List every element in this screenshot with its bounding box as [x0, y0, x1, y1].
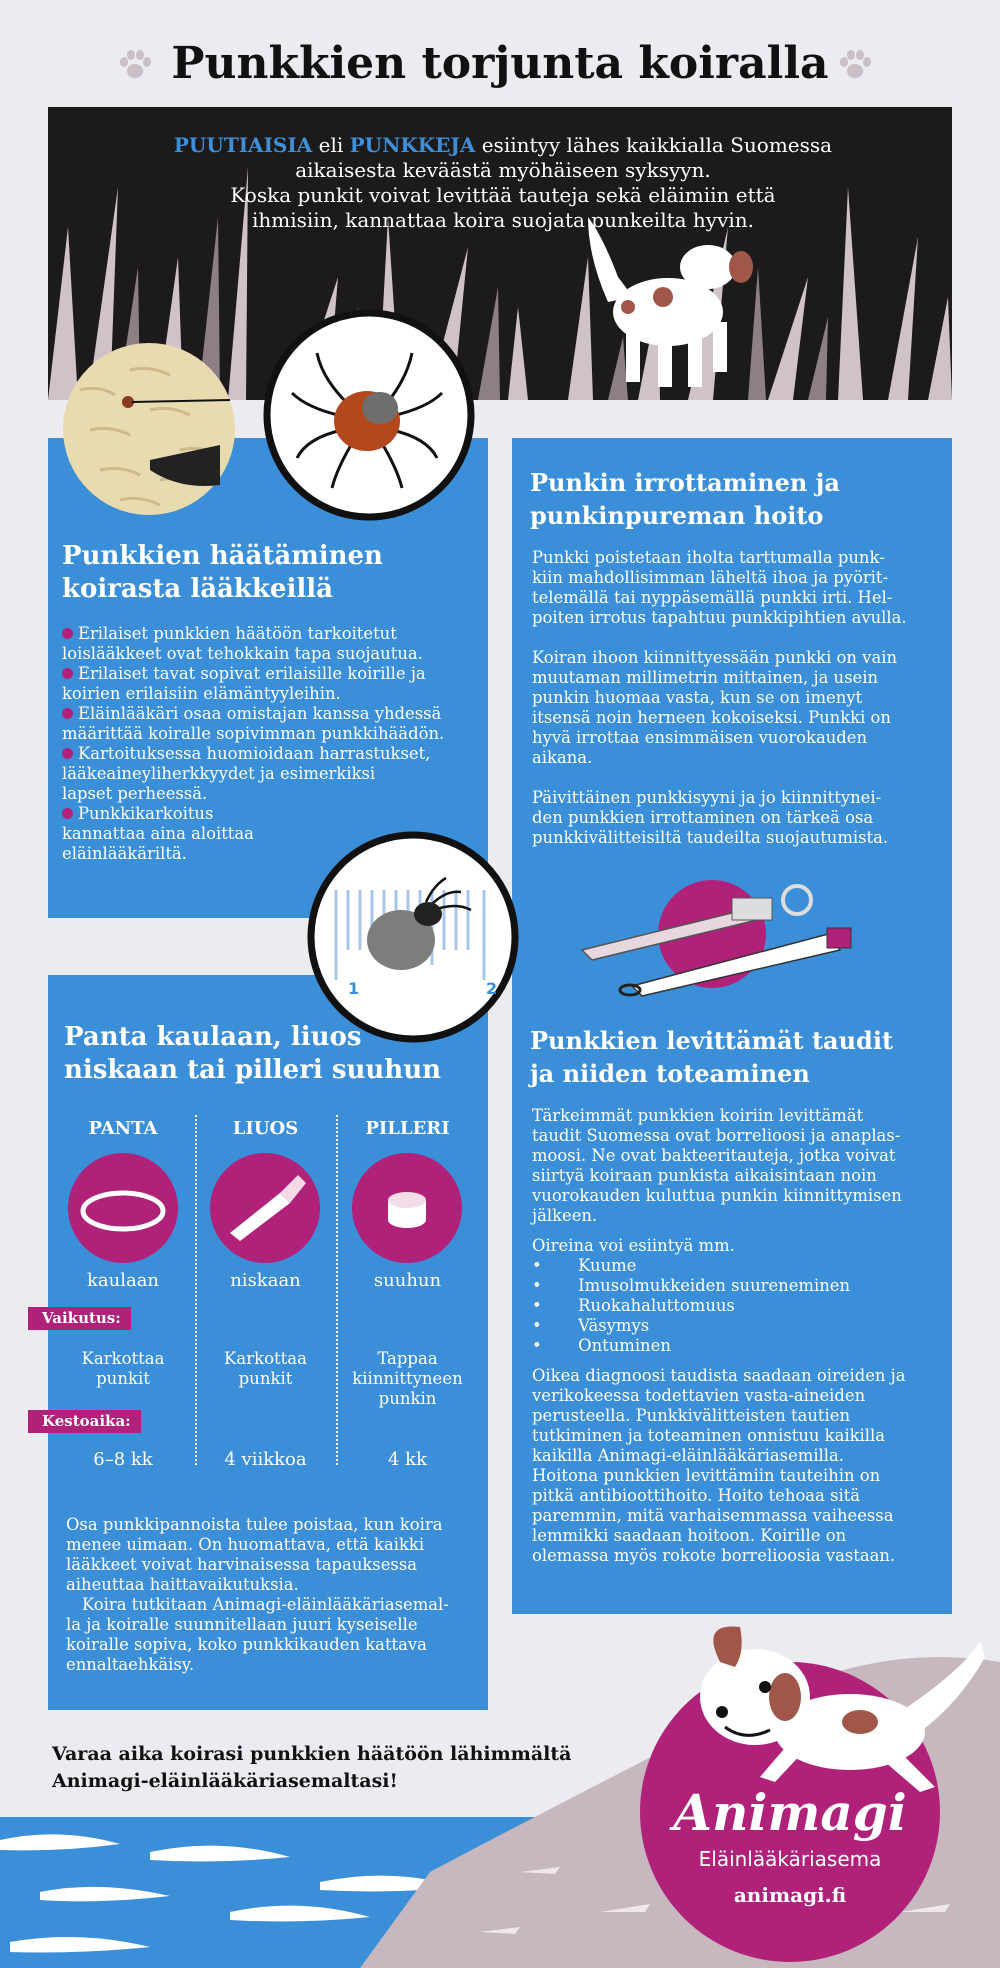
- diseases-text: Tärkeimmät punkkien koiriin levittämät taudit Suomessa ovat borrelioosi ja anaplas- moosi. Ne ovat bakteeritauteja, jotka voivat siirtyä koiraan punkista aikaisintaan noin vuorokauden kuluttua punkin kiinnittymisen jälkeen. Oireina voi esiintyä mm. • Kuume • Imusolmukkeiden suureneminen • Ruokahaluttomuus • Väsymys • Ontuminen Oikea diagnoosi taudista saadaan oireiden ja verikokeessa todettavien vasta-aineiden perusteella. Punkkivälitteisten tautien tutkiminen ja toteaminen onnistuu kaikilla kaikilla Animagi-eläinlääkäriasemilla. Hoitona punkkien levittämiin tauteihin on pitkä antibioottihoito. Hoito tehoaa sitä paremmin, mitä varhaisemmassa vaiheessa lemmikki saadaan hoitoon. Koirille on olemassa myös rokote borrelioosia vastaan.: [532, 1106, 947, 1566]
- list-item: • Ruokahaluttomuus: [532, 1296, 735, 1315]
- application-site: suuhun: [373, 1270, 442, 1291]
- list-item: • Imusolmukkeiden suureneminen: [532, 1276, 851, 1295]
- diseases-heading: Punkkien levittämät taudit ja niiden toteaminen: [530, 1026, 894, 1088]
- brand-subtitle: Eläinlääkäriasema: [698, 1847, 882, 1871]
- application-site: niskaan: [230, 1270, 301, 1291]
- dog-illustration: [588, 217, 753, 387]
- intro-line: ihmisiin, kannattaa koira suojata punkeilta hyvin.: [251, 208, 755, 232]
- dog-fur-magnifier: [60, 340, 238, 518]
- collar-icon: [68, 1153, 178, 1263]
- column-heading: PANTA: [88, 1118, 158, 1139]
- tick-ruler-icon: [306, 830, 520, 1044]
- ruler-mark-1: 1: [348, 979, 360, 998]
- application-site: kaulaan: [86, 1270, 160, 1291]
- removal-heading: Punkin irrottaminen ja punkinpureman hoito: [530, 468, 840, 530]
- list-item: Erilaiset tavat sopivat erilaisille koirille ja koirien erilaisiin elämäntyyleihin.: [62, 664, 426, 703]
- list-item: • Väsymys: [532, 1316, 650, 1335]
- duration-value: 4 kk: [388, 1449, 427, 1470]
- duration-value: 6–8 kk: [93, 1449, 153, 1470]
- list-item: • Kuume: [532, 1256, 637, 1275]
- intro-text: [108, 133, 898, 233]
- tick-magnified-icon: [262, 308, 476, 522]
- intro-text-part: esiintyy lähes kaikkialla Suomessa: [475, 133, 833, 157]
- list-item: Punkkikarkoitus kannattaa aina aloittaa eläinlääkäriltä.: [62, 804, 254, 863]
- intro-text-part: eli: [312, 133, 350, 157]
- effect-value: Karkottaa punkit: [81, 1349, 165, 1388]
- options-panel: [42, 975, 488, 1710]
- ruler-mark-2: 2: [486, 979, 498, 998]
- effect-value: Tappaa kiinnittyneen punkin: [352, 1349, 463, 1408]
- options-footer-text: Osa punkkipannoista tulee poistaa, kun koira menee uimaan. On huomattava, että kaikki lääkkeet voivat harvinaisessa tapauksessa aiheuttaa haittavaikutuksia. Koira tutkitaan Animagi-eläinlääkäriasemal- la ja koiralle suunnitellaan juuri kyseiselle koiralle sopiva, koko punkkikauden kattava ennaltaehkäisy.: [66, 1515, 449, 1674]
- column-divider: [336, 1115, 338, 1465]
- column-heading: LIUOS: [232, 1118, 299, 1139]
- duration-label: Kestoaika:: [28, 1410, 141, 1433]
- intro-line: Koska punkit voivat levittää tauteja sekä eläimiin että: [230, 183, 776, 207]
- intro-line: aikaisesta keväästä myöhäiseen syksyyn.: [295, 158, 711, 182]
- options-heading: Panta kaulaan, liuos niskaan tai pilleri suuhun: [64, 1022, 441, 1085]
- brand-url[interactable]: animagi.fi: [733, 1883, 847, 1907]
- info-panel-right: [512, 438, 952, 1614]
- list-item: • Ontuminen: [532, 1336, 671, 1355]
- column-heading: PILLERI: [365, 1118, 450, 1139]
- list-item: Erilaiset punkkien häätöön tarkoitetut loislääkkeet ovat tehokkain tapa suojautua.: [62, 624, 423, 663]
- medicine-heading: Punkkien häätäminen koirasta lääkkeillä: [62, 541, 383, 604]
- intro-highlight-2: PUNKKEJA: [349, 133, 476, 157]
- effect-value: Karkottaa punkit: [224, 1349, 307, 1388]
- brand-logo: Animagi: [673, 1783, 907, 1842]
- call-to-action: Varaa aika koirasi punkkien häätöön lähimmältä Animagi-eläinlääkäriasemaltasi!: [52, 1743, 572, 1792]
- intro-highlight-1: PUUTIAISIA: [173, 133, 313, 157]
- removal-text: Punkki poistetaan iholta tarttumalla punk- kiin mahdollisimman läheltä ihoa ja pyörit- telemällä tai nyppäsemällä punkki irti. Hel- poiten irrotus tapahtuu punkkipihtien avulla. Koiran ihoon kiinnittyessään punkki on vain muutaman millimetrin mittainen, ja usein punkin huomaa vasta, kun se on imenyt itsensä noin herneen kokoiseksi. Punkki on hyvä irrottaa ensimmäisen vuorokauden aikana. Päivittäinen punkkisyyni ja jo kiinnittynei- den punkkien irrottaminen on tärkeä osa punkkivälitteisiltä taudeilta suojautumista.: [532, 548, 907, 847]
- tick-tweezers-icon: [572, 878, 862, 998]
- list-item: Kartoituksessa huomioidaan harrastukset, lääkeaineyliherkkyydet ja esimerkiksi lapset perheessä.: [62, 744, 431, 803]
- column-divider: [195, 1115, 197, 1465]
- effect-label: Vaikutus:: [28, 1307, 131, 1330]
- duration-value: 4 viikkoa: [224, 1449, 307, 1470]
- list-item: Eläinlääkäri osaa omistajan kanssa yhdessä määrittää koiralle sopivimman punkkihäädön.: [62, 704, 445, 743]
- paw-icon: [838, 50, 872, 80]
- medicine-bullets: [62, 624, 482, 864]
- pipette-icon: [210, 1153, 320, 1263]
- pill-icon: [352, 1153, 462, 1263]
- page-title: Punkkien torjunta koiralla: [171, 38, 829, 89]
